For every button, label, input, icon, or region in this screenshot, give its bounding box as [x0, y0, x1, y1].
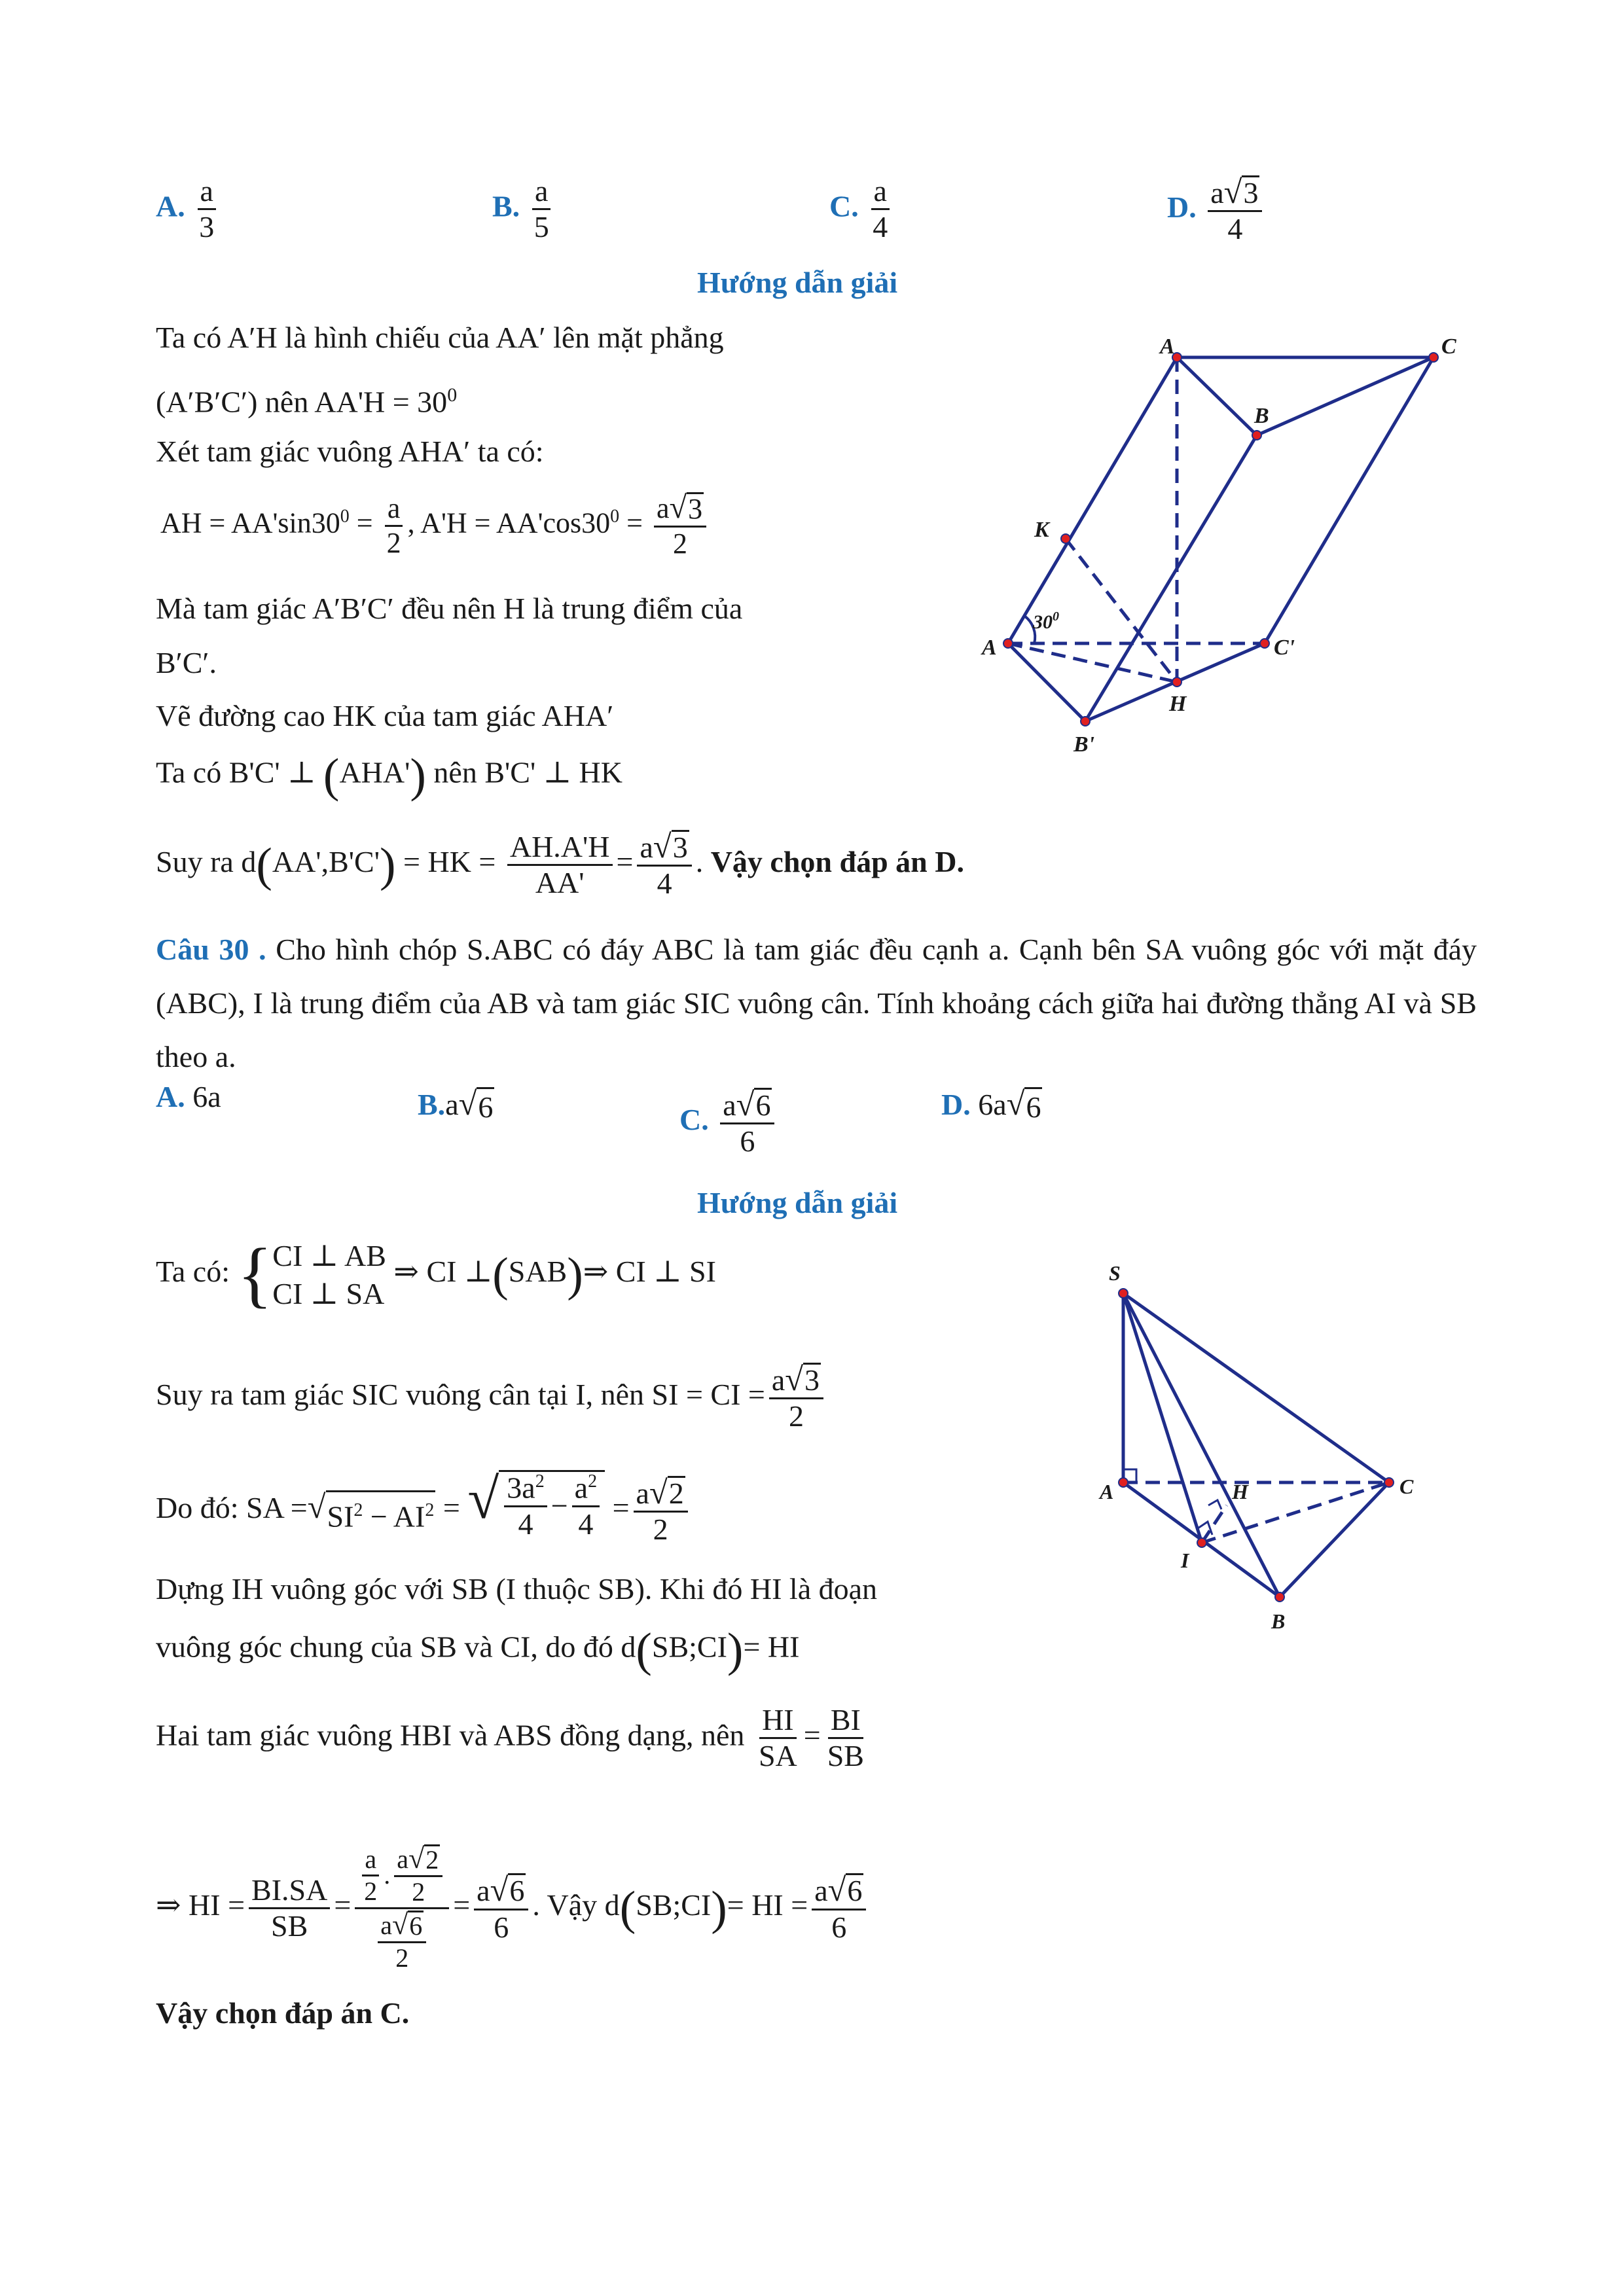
point-I [1197, 1538, 1206, 1547]
q30-line7: ⇒ HI = $\frac{BI.SA}{SB}$ = $\frac{a}{2}$ . a √ 2 2 a √ 6 2 = a √ 6 6 . Vậy d(SB;CI)= HI = a √ 6 6 [156, 1844, 870, 1972]
label-I: I [1181, 1549, 1189, 1572]
q29-option-c: C. $\frac{a}{4}$ [829, 175, 894, 243]
edge-BB' [1085, 435, 1257, 721]
label-C-prime: C' [1274, 636, 1295, 660]
edge-SB [1123, 1293, 1280, 1597]
point-S [1119, 1289, 1128, 1298]
q30-line3: Do đó: SA = √ $SI^2 - AI^2$ = √ $\frac{3a^2}{4}$ − $\frac{a^2}{4}$ = a √ 2 2 [156, 1470, 692, 1546]
point-K [1061, 534, 1070, 543]
point-H [1172, 677, 1182, 687]
q30-line2: Suy ra tam giác SIC vuông cân tại I, nên SI = CI = a √ 3 2 [156, 1363, 827, 1433]
q30-solution-heading: Hướng dẫn giải [697, 1186, 898, 1219]
edge-BC [1257, 357, 1434, 435]
q29-option-b: B. $\frac{a}{5}$ [492, 175, 556, 243]
point-B [1275, 1592, 1284, 1602]
q30-line5: vuông góc chung của SB và CI, do đó d(SB;CI)= HI [156, 1623, 800, 1676]
q30-option-d: D. 6a √ 6 [941, 1086, 1042, 1126]
label-A: A [1100, 1480, 1114, 1503]
label-B: B [1271, 1609, 1286, 1633]
q29-option-a: A. $\frac{a}{3}$ [156, 175, 221, 243]
edge-AA' [1008, 357, 1177, 643]
q30-line4: Dựng IH vuông góc với SB (I thuộc SB). Khi đó HI là đoạn [156, 1572, 878, 1605]
point-C [1429, 353, 1438, 362]
label-S: S [1109, 1261, 1121, 1285]
label-C: C [1441, 334, 1456, 359]
edge-CC' [1265, 357, 1434, 643]
q30-option-a: A. 6a [156, 1080, 221, 1113]
label-H: H [1232, 1480, 1248, 1503]
q29-line1: Ta có A′H là hình chiếu của AA′ lên mặt phẳng [156, 321, 724, 354]
q29-line4-formula: AH = $AA'\sin 30^0$ = $\frac{a}{2}$ , $A'H = AA'\cos 30^0$ = a √ 3 2 [160, 492, 710, 559]
point-A [1119, 1478, 1128, 1487]
q30-line1: Ta có: { CI ⊥ AB CI ⊥ SA ⇒ CI ⊥(SAB)⇒ CI ⊥ SI [156, 1234, 716, 1316]
q29-line7: Vẽ đường cao HK của tam giác AHA′ [156, 699, 614, 732]
q30-question: Câu 30 . Cho hình chóp S.ABC có đáy ABC là tam giác đều cạnh a. Cạnh bên SA vuông góc với mặt đáy (ABC), I là trung điểm của AB và tam giác SIC vuông cân. Tính khoảng cách giữa hai đường thẳng AI và SB theo a. [156, 933, 1477, 1073]
q29-line6: B′C′. [156, 646, 217, 679]
figure-pyramid [1087, 1257, 1492, 1649]
point-C [1384, 1478, 1394, 1487]
point-C' [1260, 639, 1269, 648]
q29-line5: Mà tam giác A′B′C′ đều nên H là trung điểm của [156, 592, 743, 625]
label-angle: $30^0$ [1033, 609, 1059, 633]
label-A: A [1160, 334, 1175, 359]
q29-solution-heading: Hướng dẫn giải [697, 266, 898, 299]
q29-line9: Suy ra d(AA',B'C') = HK = $\frac{AH.A'H}{AA'}$ = a √ 3 4 . Vậy chọn đáp án D. [156, 828, 964, 901]
figure-prism [969, 321, 1492, 779]
point-A' [1003, 639, 1013, 648]
q30-conclusion: Vậy chọn đáp án C. [156, 1996, 410, 2030]
label-C: C [1399, 1475, 1414, 1498]
label-A-prime: A [982, 636, 997, 660]
edge-SI [1123, 1293, 1202, 1543]
label-B-prime: B' [1074, 732, 1095, 757]
q30-line6: Hai tam giác vuông HBI và ABS đồng dạng, nên $\frac{HI}{SA}$ = $\frac{BI}{SB}$ [156, 1703, 864, 1773]
q30-option-c: C. a √ 6 6 [679, 1088, 778, 1158]
q29-option-d: D. a √ 3 4 [1167, 175, 1266, 245]
right-angle-H [1208, 1500, 1221, 1509]
q29-line2: (A′B′C′) nên $AA'H = 30^0$ [156, 384, 458, 419]
label-B: B [1254, 404, 1269, 428]
q29-line8: Ta có B'C' ⊥ (AHA') nên B'C' ⊥ HK [156, 748, 623, 802]
label-H: H [1169, 692, 1187, 716]
edge-AB [1177, 357, 1257, 435]
point-B [1252, 431, 1261, 440]
edge-A'B' [1008, 643, 1085, 721]
q29-line3: Xét tam giác vuông AHA′ ta có: [156, 435, 544, 468]
edge-SC [1123, 1293, 1389, 1482]
q30-option-b: B.a √ 6 [418, 1086, 494, 1126]
label-K: K [1034, 518, 1049, 542]
point-B' [1081, 717, 1090, 726]
